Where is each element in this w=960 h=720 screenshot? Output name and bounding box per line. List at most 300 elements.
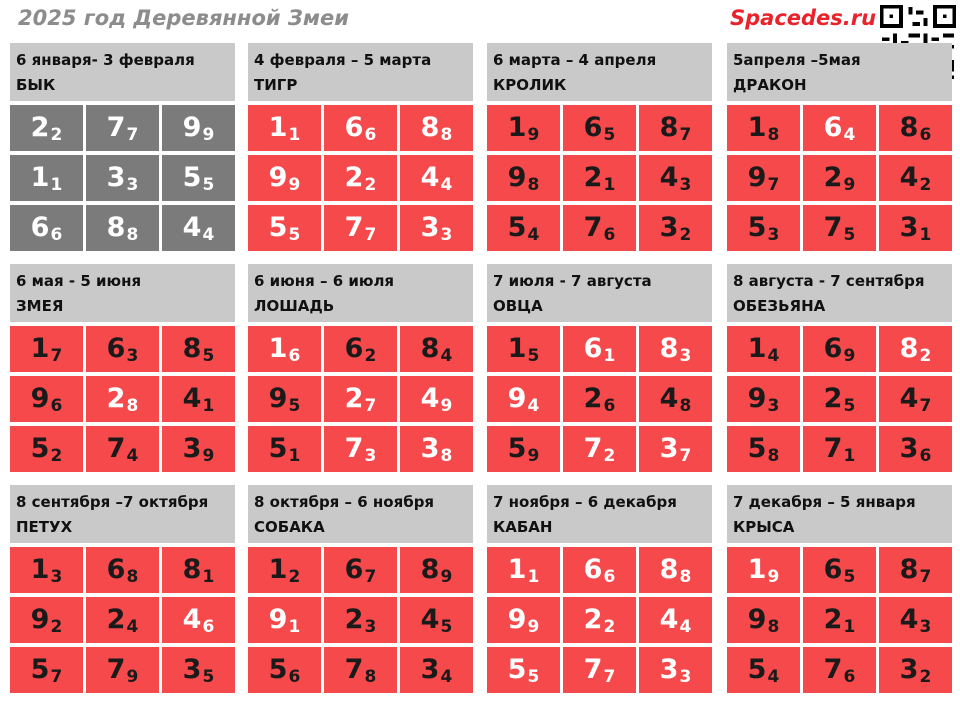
subscript-number: 8 [440, 446, 453, 466]
subscript-number: 7 [50, 667, 63, 687]
subscript-number: 1 [288, 125, 301, 145]
grid-cell [727, 155, 800, 201]
subscript-number: 8 [126, 225, 139, 245]
grid-cell [563, 597, 636, 643]
subscript-number: 5 [288, 225, 301, 245]
subscript-number: 5 [603, 125, 616, 145]
base-number: 7 [823, 654, 843, 685]
base-number: 4 [420, 383, 440, 414]
panel-header [10, 485, 235, 543]
grid-cell [639, 326, 712, 372]
grid-cell [86, 376, 159, 422]
base-number: 1 [268, 333, 288, 364]
number-grid [727, 547, 952, 693]
base-number: 2 [823, 604, 843, 635]
subscript-number: 8 [126, 567, 139, 587]
panel-header [487, 485, 712, 543]
grid-cell [10, 426, 83, 472]
subscript-number: 5 [527, 667, 540, 687]
zodiac-animal: БЫК [16, 76, 56, 94]
zodiac-animal: ЛОШАДЬ [254, 297, 335, 315]
month-panel [248, 43, 473, 253]
grid-cell [248, 597, 321, 643]
grid-cell [727, 647, 800, 693]
subscript-number: 9 [843, 175, 856, 195]
grid-cell [487, 647, 560, 693]
grid-cell [162, 547, 235, 593]
grid-cell [400, 155, 473, 201]
subscript-number: 9 [843, 346, 856, 366]
base-number: 6 [106, 333, 126, 364]
subscript-number: 1 [202, 567, 215, 587]
grid-cell [86, 205, 159, 251]
base-number: 4 [182, 383, 202, 414]
subscript-number: 1 [288, 446, 301, 466]
subscript-number: 3 [126, 175, 139, 195]
date-range: 4 февраля – 5 марта [254, 51, 432, 69]
grid-cell [803, 547, 876, 593]
subscript-number: 6 [288, 667, 301, 687]
grid-cell [10, 326, 83, 372]
base-number: 8 [420, 333, 440, 364]
panel-header [248, 264, 473, 322]
subscript-number: 3 [440, 225, 453, 245]
base-number: 8 [659, 554, 679, 585]
base-number: 5 [268, 654, 288, 685]
grid-cell [400, 547, 473, 593]
base-number: 3 [420, 433, 440, 464]
base-number: 8 [420, 554, 440, 585]
grid-cell [248, 426, 321, 472]
grid-cell [86, 597, 159, 643]
grid-cell [727, 326, 800, 372]
grid-cell [803, 647, 876, 693]
subscript-number: 3 [50, 567, 63, 587]
base-number: 8 [106, 212, 126, 243]
subscript-number: 9 [202, 125, 215, 145]
subscript-number: 3 [364, 446, 377, 466]
subscript-number: 9 [527, 446, 540, 466]
base-number: 5 [747, 433, 767, 464]
base-number: 8 [182, 554, 202, 585]
base-number: 4 [659, 604, 679, 635]
grid-cell [162, 205, 235, 251]
grid-cell [86, 647, 159, 693]
panel-header [248, 485, 473, 543]
base-number: 7 [106, 654, 126, 685]
base-number: 7 [344, 433, 364, 464]
grid-cell [879, 597, 952, 643]
subscript-number: 7 [364, 396, 377, 416]
base-number: 3 [106, 162, 126, 193]
base-number: 4 [899, 383, 919, 414]
number-grid [248, 105, 473, 251]
subscript-number: 3 [679, 667, 692, 687]
number-grid [487, 105, 712, 251]
panel-header [727, 43, 952, 101]
grid-cell [248, 326, 321, 372]
zodiac-animal: ОБЕЗЬЯНА [733, 297, 826, 315]
subscript-number: 3 [679, 346, 692, 366]
subscript-number: 2 [919, 346, 932, 366]
grid-cell [639, 647, 712, 693]
subscript-number: 1 [50, 175, 63, 195]
base-number: 5 [268, 433, 288, 464]
base-number: 4 [899, 162, 919, 193]
grid-cell [639, 547, 712, 593]
subscript-number: 7 [364, 225, 377, 245]
subscript-number: 9 [767, 567, 780, 587]
base-number: 6 [583, 333, 603, 364]
subscript-number: 6 [202, 617, 215, 637]
subscript-number: 8 [364, 667, 377, 687]
grid-cell [248, 647, 321, 693]
grid-cell [879, 105, 952, 151]
grid-cell [879, 426, 952, 472]
grid-cell [487, 426, 560, 472]
subscript-number: 6 [603, 567, 616, 587]
grid-cell [563, 547, 636, 593]
subscript-number: 1 [843, 617, 856, 637]
grid-cell [10, 376, 83, 422]
subscript-number: 4 [126, 446, 139, 466]
base-number: 3 [659, 433, 679, 464]
base-number: 4 [420, 604, 440, 635]
subscript-number: 2 [50, 446, 63, 466]
base-number: 4 [182, 604, 202, 635]
date-range: 6 мая - 5 июня [16, 272, 142, 290]
grid-cell [563, 426, 636, 472]
grid-cell [162, 426, 235, 472]
number-grid [727, 326, 952, 472]
subscript-number: 2 [288, 567, 301, 587]
base-number: 5 [747, 212, 767, 243]
subscript-number: 6 [603, 225, 616, 245]
subscript-number: 3 [679, 175, 692, 195]
subscript-number: 7 [50, 346, 63, 366]
subscript-number: 5 [843, 396, 856, 416]
subscript-number: 3 [919, 617, 932, 637]
grid-cell [727, 426, 800, 472]
subscript-number: 7 [679, 125, 692, 145]
base-number: 9 [30, 383, 50, 414]
subscript-number: 6 [603, 396, 616, 416]
grid-cell [324, 547, 397, 593]
panel-header [10, 43, 235, 101]
grid-cell [639, 376, 712, 422]
subscript-number: 4 [440, 667, 453, 687]
subscript-number: 8 [679, 567, 692, 587]
grid-cell [803, 205, 876, 251]
base-number: 9 [268, 383, 288, 414]
grid-cell [248, 155, 321, 201]
subscript-number: 4 [527, 225, 540, 245]
base-number: 2 [823, 162, 843, 193]
base-number: 9 [507, 383, 527, 414]
base-number: 3 [182, 654, 202, 685]
zodiac-animal: КАБАН [493, 518, 553, 536]
grid-cell [86, 105, 159, 151]
subscript-number: 7 [364, 567, 377, 587]
date-range: 7 декабря – 5 января [733, 493, 916, 511]
base-number: 1 [507, 333, 527, 364]
subscript-number: 8 [440, 125, 453, 145]
base-number: 3 [182, 433, 202, 464]
base-number: 6 [583, 112, 603, 143]
base-number: 6 [823, 112, 843, 143]
base-number: 3 [659, 212, 679, 243]
subscript-number: 7 [919, 567, 932, 587]
panel-header [727, 485, 952, 543]
base-number: 4 [659, 383, 679, 414]
grid-cell [639, 597, 712, 643]
grid-cell [10, 105, 83, 151]
subscript-number: 2 [603, 446, 616, 466]
subscript-number: 1 [202, 396, 215, 416]
grid-cell [400, 205, 473, 251]
grid-cell [803, 426, 876, 472]
subscript-number: 9 [440, 396, 453, 416]
base-number: 5 [30, 433, 50, 464]
month-panel [487, 264, 712, 474]
month-panel [727, 43, 952, 253]
base-number: 5 [507, 654, 527, 685]
grid-cell [727, 376, 800, 422]
base-number: 8 [182, 333, 202, 364]
panel-header [10, 264, 235, 322]
base-number: 7 [344, 212, 364, 243]
grid-cell [563, 376, 636, 422]
grid-cell [879, 547, 952, 593]
base-number: 4 [659, 162, 679, 193]
grid-cell [324, 426, 397, 472]
grid-cell [324, 155, 397, 201]
number-grid [10, 326, 235, 472]
subscript-number: 7 [126, 125, 139, 145]
grid-cell [248, 205, 321, 251]
base-number: 4 [420, 162, 440, 193]
subscript-number: 5 [440, 617, 453, 637]
subscript-number: 9 [527, 125, 540, 145]
zodiac-animal: ЗМЕЯ [16, 297, 64, 315]
grid-cell [162, 647, 235, 693]
base-number: 1 [30, 333, 50, 364]
subscript-number: 5 [202, 175, 215, 195]
subscript-number: 4 [767, 346, 780, 366]
subscript-number: 2 [50, 125, 63, 145]
grid-cell [400, 597, 473, 643]
base-number: 3 [899, 212, 919, 243]
subscript-number: 8 [126, 396, 139, 416]
base-number: 6 [30, 212, 50, 243]
base-number: 7 [344, 654, 364, 685]
base-number: 3 [659, 654, 679, 685]
grid-cell [879, 155, 952, 201]
subscript-number: 2 [919, 667, 932, 687]
page-title: 2025 год Деревянной Змеи [18, 6, 349, 30]
number-grid [10, 547, 235, 693]
grid-cell [803, 105, 876, 151]
base-number: 1 [507, 554, 527, 585]
subscript-number: 5 [202, 667, 215, 687]
date-range: 5апреля –5мая [733, 51, 861, 69]
base-number: 8 [420, 112, 440, 143]
grid-cell [162, 597, 235, 643]
site-name-link[interactable]: Spacedes.ru [730, 6, 877, 30]
grid-cell [324, 205, 397, 251]
grid-cell [879, 326, 952, 372]
grid-cell [86, 547, 159, 593]
zodiac-animal: СОБАКА [254, 518, 325, 536]
grid-cell [727, 205, 800, 251]
grid-cell [727, 597, 800, 643]
base-number: 4 [899, 604, 919, 635]
base-number: 7 [583, 433, 603, 464]
subscript-number: 1 [843, 446, 856, 466]
subscript-number: 6 [50, 225, 63, 245]
grid-cell [162, 326, 235, 372]
base-number: 8 [659, 333, 679, 364]
date-range: 7 ноября – 6 декабря [493, 493, 677, 511]
subscript-number: 4 [679, 617, 692, 637]
grid-cell [487, 326, 560, 372]
grid-cell [803, 376, 876, 422]
grid-cell [10, 205, 83, 251]
grid-cell [639, 155, 712, 201]
subscript-number: 7 [767, 175, 780, 195]
base-number: 1 [747, 112, 767, 143]
base-number: 6 [823, 333, 843, 364]
subscript-number: 4 [202, 225, 215, 245]
grid-cell [563, 155, 636, 201]
base-number: 3 [420, 212, 440, 243]
zodiac-animal: ТИГР [254, 76, 298, 94]
subscript-number: 6 [50, 396, 63, 416]
subscript-number: 5 [288, 396, 301, 416]
base-number: 8 [659, 112, 679, 143]
month-panel [10, 264, 235, 474]
month-panel [10, 43, 235, 253]
subscript-number: 4 [843, 125, 856, 145]
subscript-number: 6 [919, 125, 932, 145]
subscript-number: 5 [202, 346, 215, 366]
base-number: 9 [182, 112, 202, 143]
base-number: 2 [344, 604, 364, 635]
base-number: 1 [30, 554, 50, 585]
grid-cell [487, 376, 560, 422]
grid-cell [803, 597, 876, 643]
grid-cell [563, 205, 636, 251]
subscript-number: 1 [288, 617, 301, 637]
date-range: 8 августа - 7 сентября [733, 272, 925, 290]
subscript-number: 2 [919, 175, 932, 195]
month-panel [727, 264, 952, 474]
grid-cell [324, 376, 397, 422]
base-number: 1 [507, 112, 527, 143]
subscript-number: 5 [843, 225, 856, 245]
subscript-number: 9 [527, 617, 540, 637]
grid-cell [803, 326, 876, 372]
date-range: 6 января- 3 февраля [16, 51, 195, 69]
zodiac-animal: ПЕТУХ [16, 518, 73, 536]
subscript-number: 4 [440, 175, 453, 195]
subscript-number: 2 [50, 617, 63, 637]
month-panel [10, 485, 235, 695]
subscript-number: 9 [202, 446, 215, 466]
grid-cell [10, 647, 83, 693]
number-grid [487, 326, 712, 472]
grid-cell [563, 105, 636, 151]
subscript-number: 8 [679, 396, 692, 416]
base-number: 1 [747, 333, 767, 364]
grid-cell [248, 547, 321, 593]
grid-cell [487, 597, 560, 643]
base-number: 8 [899, 112, 919, 143]
base-number: 9 [30, 604, 50, 635]
grid-cell [10, 597, 83, 643]
grid-cell [162, 155, 235, 201]
subscript-number: 7 [679, 446, 692, 466]
grid-cell [248, 105, 321, 151]
grid-cell [400, 376, 473, 422]
base-number: 2 [583, 604, 603, 635]
base-number: 1 [268, 554, 288, 585]
subscript-number: 4 [767, 667, 780, 687]
base-number: 9 [747, 383, 767, 414]
base-number: 2 [823, 383, 843, 414]
base-number: 3 [420, 654, 440, 685]
panel-header [727, 264, 952, 322]
number-grid [248, 326, 473, 472]
grid-cell [639, 205, 712, 251]
grid-cell [879, 647, 952, 693]
subscript-number: 2 [603, 617, 616, 637]
grid-cell [879, 205, 952, 251]
subscript-number: 4 [527, 396, 540, 416]
base-number: 9 [507, 604, 527, 635]
base-number: 2 [583, 383, 603, 414]
base-number: 7 [106, 112, 126, 143]
grid-cell [324, 326, 397, 372]
base-number: 9 [747, 162, 767, 193]
subscript-number: 3 [126, 346, 139, 366]
number-grid [10, 105, 235, 251]
subscript-number: 2 [364, 346, 377, 366]
grid-cell [10, 155, 83, 201]
subscript-number: 6 [288, 346, 301, 366]
subscript-number: 5 [843, 567, 856, 587]
base-number: 2 [106, 383, 126, 414]
subscript-number: 3 [767, 396, 780, 416]
base-number: 9 [507, 162, 527, 193]
date-range: 6 марта – 4 апреля [493, 51, 657, 69]
grid-cell [563, 647, 636, 693]
date-range: 8 сентября –7 октября [16, 493, 209, 511]
zodiac-animal: КРЫСА [733, 518, 795, 536]
grid-cell [727, 547, 800, 593]
base-number: 3 [899, 433, 919, 464]
grid-cell [324, 105, 397, 151]
subscript-number: 8 [767, 446, 780, 466]
month-panel [487, 485, 712, 695]
base-number: 3 [899, 654, 919, 685]
base-number: 7 [106, 433, 126, 464]
grid-cell [727, 105, 800, 151]
grid-cell [400, 326, 473, 372]
base-number: 2 [583, 162, 603, 193]
base-number: 2 [344, 383, 364, 414]
base-number: 7 [583, 212, 603, 243]
